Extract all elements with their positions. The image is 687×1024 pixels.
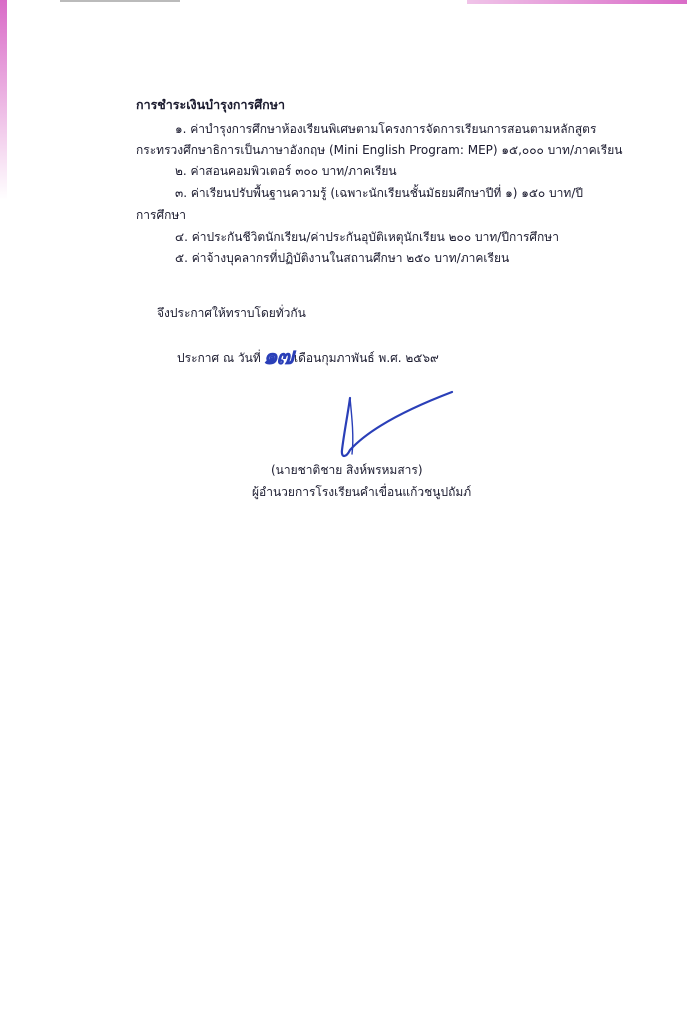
signature [330,388,460,468]
fee-item-5: ๕. ค่าจ้างบุคลากรที่ปฏิบัติงานในสถานศึกษา ๒๕๐ บาท/ภาคเรียน [175,251,510,265]
fee-item-1-line-2: กระทรวงศึกษาธิการเป็นภาษาอังกฤษ (Mini English Program: MEP) ๑๕,๐๐๐ บาท/ภาคเรียน [136,143,623,157]
signatory-name: (นายชาติชาย สิงห์พรหมสาร) [271,463,423,477]
page-edge-top-left [60,0,180,2]
fee-item-2: ๒. ค่าสอนคอมพิวเตอร์ ๓๐๐ บาท/ภาคเรียน [175,164,397,178]
section-heading: การชำระเงินบำรุงการศึกษา [136,97,285,112]
date-suffix: เดือนกุมภาพันธ์ พ.ศ. ๒๕๖๙ [294,351,439,365]
fee-item-1-line-1: ๑. ค่าบำรุงการศึกษาห้องเรียนพิเศษตามโครงการจัดการเรียนการสอนตามหลักสูตร [175,122,597,136]
date-day-handwritten: ๑๗ [262,341,293,370]
announcement-text: จึงประกาศให้ทราบโดยทั่วกัน [157,306,306,320]
page-edge-left [0,0,7,200]
announcement-date [177,341,439,370]
page-edge-top-right [467,0,687,4]
signatory-position: ผู้อำนวยการโรงเรียนคำเขื่อนแก้วชนูปถัมภ์ [252,485,472,499]
fee-item-3-line-1: ๓. ค่าเรียนปรับพื้นฐานความรู้ (เฉพาะนักเรียนชั้นมัธยมศึกษาปีที่ ๑) ๑๕๐ บาท/ปี [175,186,583,200]
fee-item-3-line-2: การศึกษา [136,208,186,222]
date-prefix: ประกาศ ณ วันที่ [177,351,261,365]
fee-item-4: ๔. ค่าประกันชีวิตนักเรียน/ค่าประกันอุบัติเหตุนักเรียน ๒๐๐ บาท/ปีการศึกษา [175,230,559,244]
